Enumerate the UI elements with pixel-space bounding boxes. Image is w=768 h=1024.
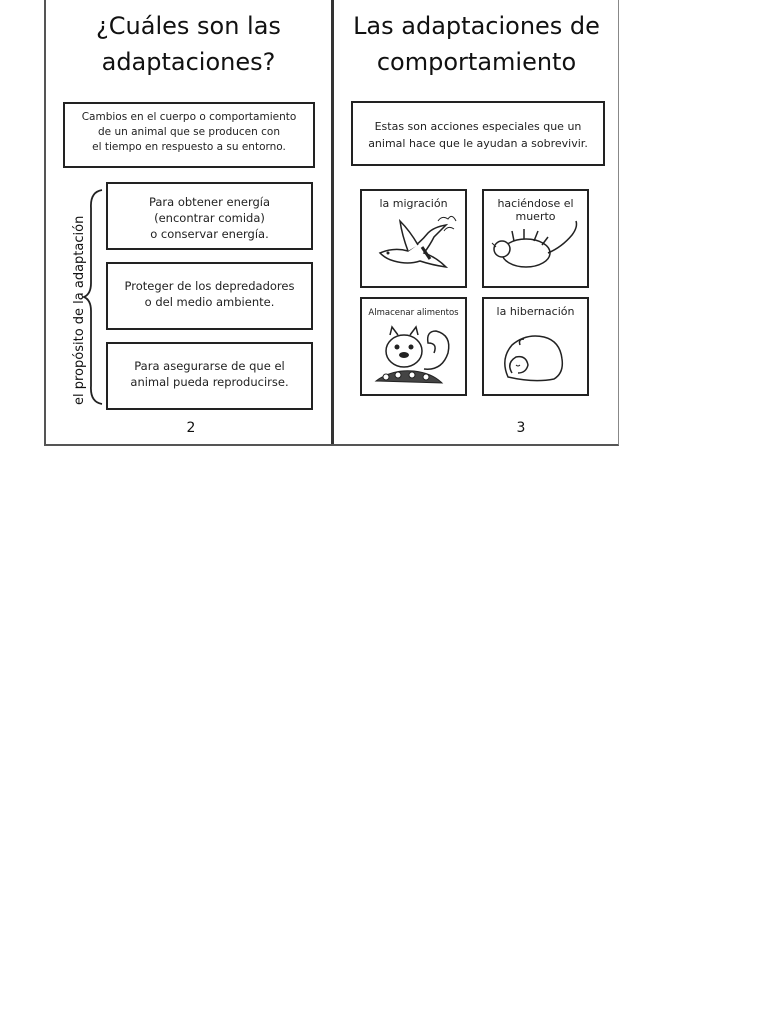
left-page <box>46 0 331 444</box>
card-migration: la migración <box>360 189 467 288</box>
card-playing-dead: haciéndose el muerto <box>482 189 589 288</box>
right-page-title: Las adaptaciones de comportamiento <box>353 12 600 76</box>
purpose-box-protection: Proteger de los depredadores o del medio ambiente. <box>106 262 313 330</box>
card-storing-food: Almacenar alimentos <box>360 297 467 396</box>
definition-box: Cambios en el cuerpo o comportamiento de un animal que se producen con el tiempo en respuesto a su entorno. <box>63 102 315 168</box>
bear-icon <box>484 299 587 394</box>
card-hibernation: la hibernación <box>482 297 589 396</box>
page-number: 3 <box>516 420 526 436</box>
purpose-label: el propósito de la adaptación <box>72 215 87 405</box>
squirrel-icon <box>362 299 465 394</box>
description-box: Estas son acciones especiales que un animal hace que le ayudan a sobrevivir. <box>351 101 605 166</box>
curly-brace-icon <box>82 188 106 406</box>
worksheet <box>44 0 619 446</box>
left-page-title: ¿Cuáles son las adaptaciones? <box>96 12 281 76</box>
opossum-icon <box>484 191 587 286</box>
purpose-box-reproduction: Para asegurarse de que el animal pueda reproducirse. <box>106 342 313 410</box>
right-page <box>334 0 619 444</box>
bird-icon <box>362 191 465 286</box>
page-number: 2 <box>186 420 196 436</box>
purpose-box-energy: Para obtener energía (encontrar comida) o conservar energía. <box>106 182 313 250</box>
